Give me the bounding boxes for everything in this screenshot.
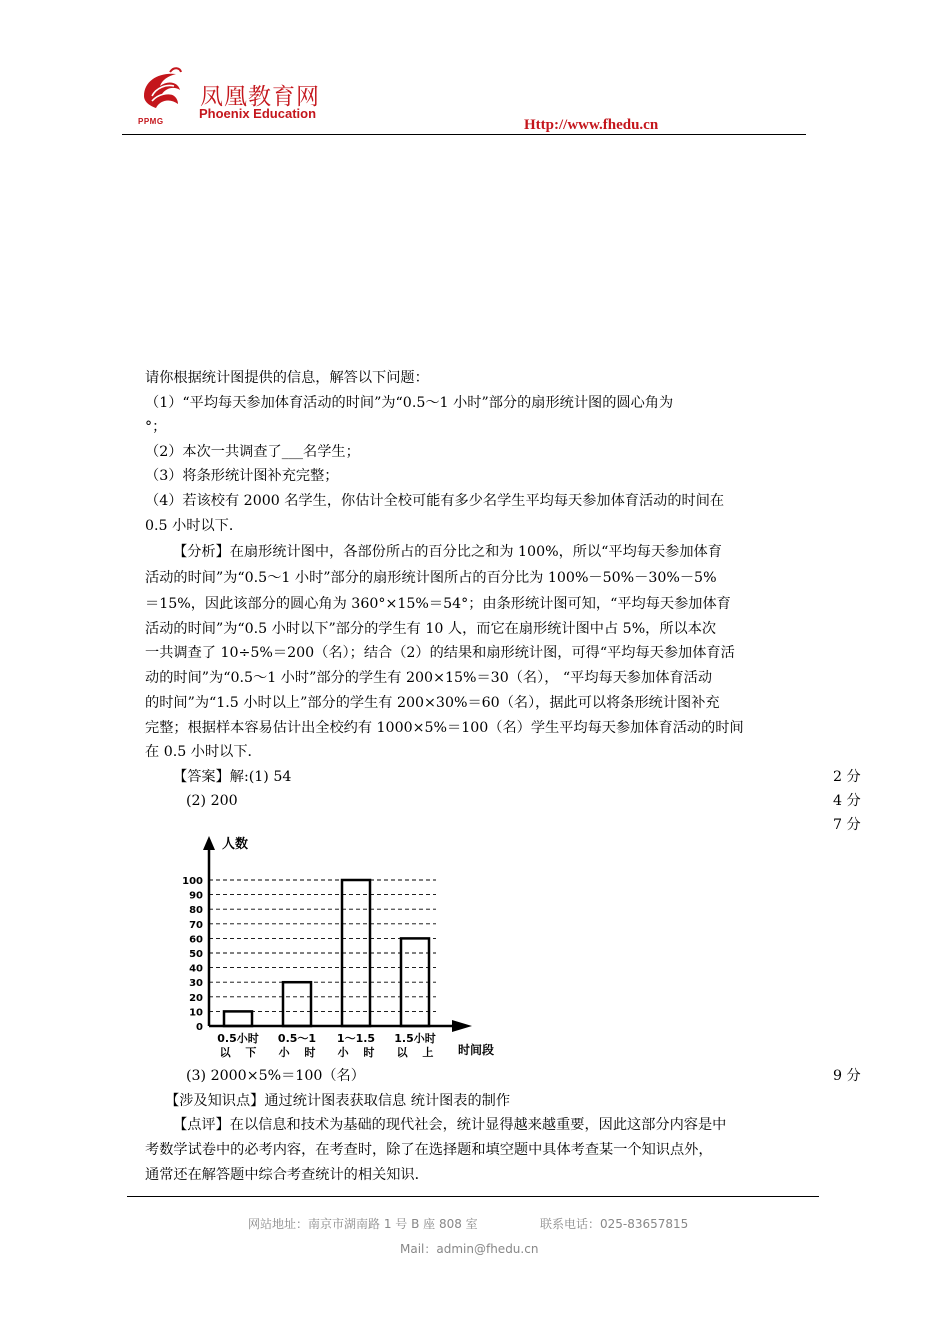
review-line-3: 通常还在解答题中综合考查统计的相关知识．: [145, 1167, 429, 1183]
phoenix-logo-icon: [140, 66, 182, 124]
question-1-line-1: （1）“平均每天参加体育活动的时间”为“0.5～1 小时”部分的扇形统计图的圆心角为: [145, 395, 674, 411]
analysis-line-1-text: 在扇形统计图中，各部份所占的百分比之和为 100%，所以“平均每天参加体育: [229, 544, 722, 560]
x-tick-label: 0.5小时: [217, 1032, 259, 1045]
y-tick-label: 30: [189, 978, 203, 990]
analysis-line-5: 一共调查了 10÷5%＝200（名）；结合（2）的结果和扇形统计图，可得“平均每天参加体育活: [145, 645, 735, 661]
analysis-line-7: 的时间”为“1.5 小时以上”部分的学生有 200×30%＝60（名），据此可以将条形统计图补充: [145, 695, 720, 711]
question-2-blank: ___: [281, 444, 303, 460]
score-3: 7 分: [833, 817, 861, 833]
bar: [283, 982, 311, 1026]
footer-mail: Mail：admin@fhedu.cn: [400, 1242, 539, 1256]
y-tick-label: 100: [182, 876, 203, 887]
footer-divider: [127, 1196, 819, 1197]
analysis-line-4: 活动的时间”为“0.5 小时以下”部分的学生有 10 人，而它在扇形统计图中占 5%，所以本次: [145, 621, 717, 637]
x-tick-label: 小 时: [337, 1046, 375, 1059]
site-url-link[interactable]: Http://www.fhedu.cn: [524, 117, 659, 133]
y-tick-label: 80: [189, 905, 203, 917]
review-line-2: 考数学试卷中的必考内容，在考查时，除了在选择题和填空题中具体考查某一个知识点外，: [145, 1142, 713, 1158]
x-axis-title: 时间段: [458, 1043, 495, 1057]
answer-2: (2) 200: [186, 793, 238, 809]
knowledge-points: 【涉及知识点】通过统计图表获取信息 统计图表的制作: [165, 1093, 511, 1109]
y-tick-label: 10: [189, 1007, 203, 1019]
x-tick-label: 0.5～1: [277, 1032, 317, 1045]
question-1-line-2: °；: [145, 419, 167, 435]
answer-1: 【答案】解:(1) 54: [173, 769, 292, 785]
bar: [224, 1011, 252, 1026]
answer-3: (3) 2000×5%＝100（名）: [186, 1068, 365, 1084]
analysis-line-8: 完整；根据样本容易估计出全校约有 1000×5%＝100（名）学生平均每天参加体育活动的时间: [145, 720, 744, 736]
analysis-line-2: 活动的时间”为“0.5～1 小时”部分的扇形统计图所占的百分比为 100%－50%－30%－5%: [145, 570, 717, 586]
y-tick-label: 90: [189, 890, 203, 902]
analysis-line-6: 动的时间”为“0.5～1 小时”部分的学生有 200×15%＝30（名）， “平均每天参加体育活动: [145, 670, 713, 686]
question-2-end: 名学生；: [303, 444, 360, 460]
review-tag: 【点评】: [173, 1117, 230, 1133]
score-2: 4 分: [833, 793, 861, 809]
header-divider: [122, 134, 806, 135]
brand-name-cn: 凤凰教育网: [200, 84, 320, 110]
footer-address: 网站地址：南京市湖南路 1 号 B 座 808 室: [248, 1217, 478, 1231]
intro-text: 请你根据统计图提供的信息，解答以下问题：: [145, 370, 429, 386]
y-tick-label: 0: [196, 1022, 203, 1033]
x-axis-arrow-icon: [452, 1020, 472, 1032]
x-tick-label: 1～1.5: [336, 1032, 376, 1045]
score-4: 9 分: [833, 1068, 861, 1084]
analysis-line-9: 在 0.5 小时以下．: [145, 744, 262, 760]
bar-chart: [180, 832, 510, 1064]
brand-short: PPMG: [138, 117, 164, 126]
question-2: [145, 440, 360, 464]
analysis-line-1: [173, 540, 722, 564]
y-axis-title: 人数: [222, 837, 249, 852]
analysis-line-3: ＝15%，因此该部分的圆心角为 360°×15%＝54°；由条形统计图可知，“平均每天参加体育: [145, 596, 731, 612]
review-line-1: [173, 1113, 726, 1137]
y-tick-label: 40: [189, 963, 203, 975]
brand-name-en: Phoenix Education: [199, 106, 317, 121]
x-tick-label: 以 下: [219, 1046, 257, 1059]
footer-phone: 联系电话：025-83657815: [540, 1217, 689, 1231]
score-1: 2 分: [833, 769, 861, 785]
y-tick-label: 20: [189, 992, 203, 1004]
x-tick-label: 小 时: [278, 1046, 316, 1059]
analysis-tag: 【分析】: [173, 544, 230, 560]
x-tick-label: 1.5小时: [394, 1032, 436, 1045]
review-line-1-text: 在以信息和技术为基础的现代社会，统计显得越来越重要，因此这部分内容是中: [229, 1117, 727, 1133]
question-4-line-2: 0.5 小时以下．: [145, 518, 244, 534]
question-2-text: （2）本次一共调查了: [145, 444, 282, 460]
y-axis-arrow-icon: [203, 836, 215, 850]
question-4-line-1: （4）若该校有 2000 名学生，你估计全校可能有多少名学生平均每天参加体育活动的时间在: [145, 493, 725, 509]
y-tick-label: 60: [189, 934, 203, 946]
question-3: （3）将条形统计图补充完整；: [145, 468, 339, 484]
y-tick-label: 50: [189, 949, 203, 960]
x-tick-label: 以 上: [396, 1046, 434, 1059]
y-tick-label: 70: [189, 919, 203, 931]
